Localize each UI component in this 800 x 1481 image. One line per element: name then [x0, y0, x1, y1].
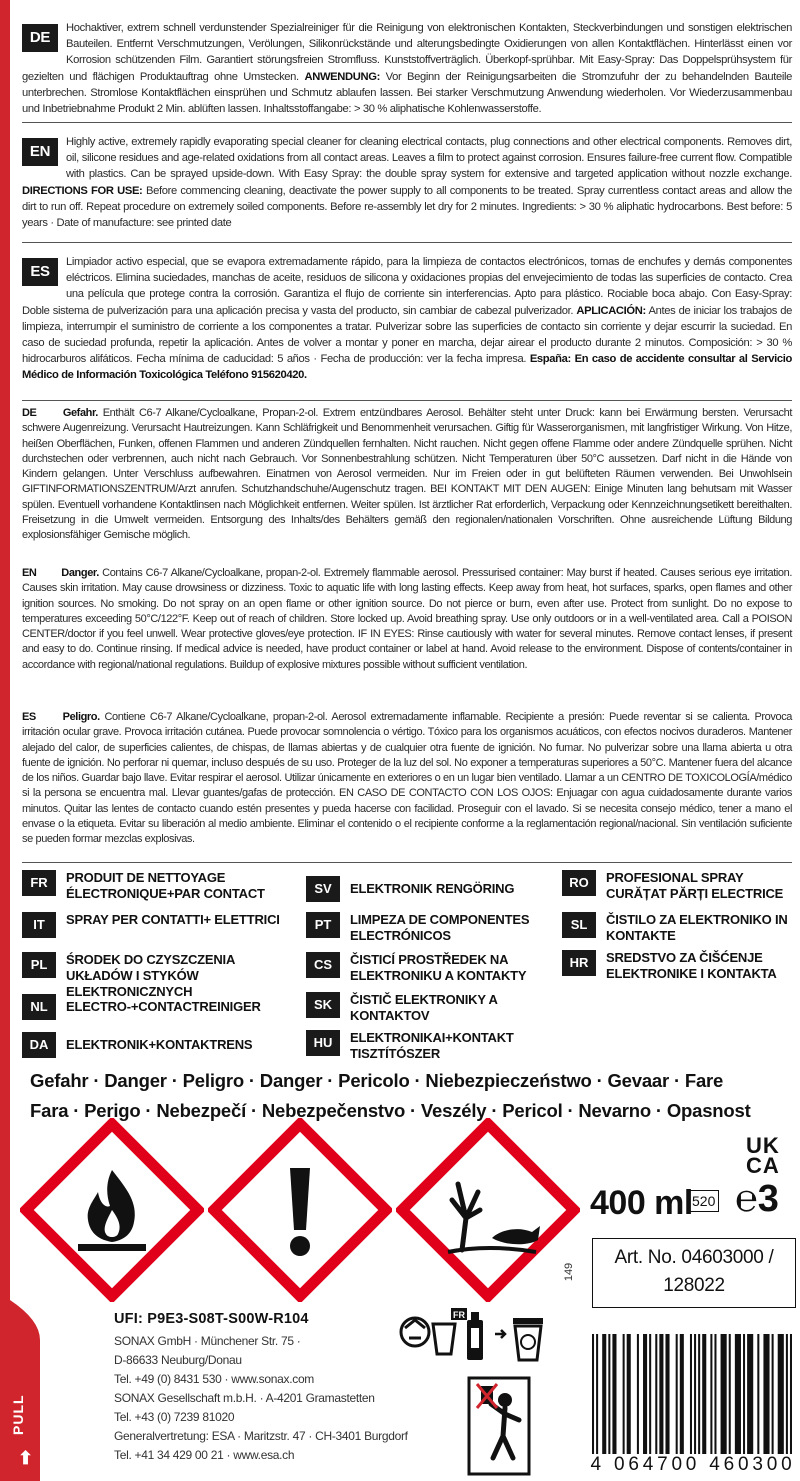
signal-words-line-1: Gefahr · Danger · Peligro · Danger · Pericolo · Niebezpieczeństwo · Gevaar · Fare [30, 1070, 724, 1091]
product-names-grid [22, 868, 792, 1061]
barcode-bar [623, 1334, 625, 1458]
article-number-line-2: 128022 [663, 1275, 725, 1296]
barcode-bar [676, 1334, 678, 1458]
barcode-bar [702, 1334, 706, 1458]
barcode-bar [592, 1334, 594, 1458]
volume: 400 ml [590, 1184, 693, 1222]
ufi-code: UFI: P9E3-S08T-S00W-R104 [114, 1311, 309, 1327]
address-line: Tel. +49 (0) 8431 530 · www.sonax.com [114, 1372, 315, 1386]
barcode-bar [690, 1334, 692, 1458]
hazard-text-es: Contiene C6-7 Alkane/Cycloalkane, propan-2-ol. Aerosol extremadamente inflamable. Recipiente a presión: Puede reventar si se calienta. Provoca irritación ocular grave. Provoca irritación cutánea. Puede provocar somnolencia o vértigo. Tóxico para los organismos acuáticos, con efectos nocivos duraderos. Mantener alejado del calor, de superficies calientes, de chispas, de llamas abiertas y de cualquier otra fuente de ignición. No fumar. No pulverizar sobre una llama abierta u otra fuente de ignición. No perforar ni quemar, incluso después de su uso. Proteger de la luz del sol. No exponer a temperaturas superiores a 50°C. Mantener fuera del alcance de los niños. Guardar bajo llave. Evitar respirar el aerosol. Utilizar únicamente en exteriores o en un lugar bien ventilado. Llamar a un CENTRO DE TOXICOLOGÍA/médico si la persona se encuentra mal. Llevar guantes/gafas de protección. EN CASO DE CONTACTO CON LOS OJOS: Enjuagar con agua cuidadosamente durante varios minutos. Quitar las lentes de contacto cuando estén presentes y pueda hacerse con facilidad. Proseguir con el lavado. Si se necesita consejo médico, tener a mano el envase o la etiqueta. Evitar su liberación al medio ambiente. Eliminar el contenido o el recipiente conforme a la reglamentación regional/nacional. Sin ventilación suficiente se pueden formar mezclas explosivas. [22, 711, 793, 846]
product-name-hu: HU ELEKTRONIKAI+KONTAKT TISZTÍTÓSZER [306, 1030, 546, 1062]
de-text-2: Vor Beginn der Reinigungsarbeiten die Stromzufuhr der zu behandelnden Bauteile unterbrechen. Stromlose Kontaktflächen einsprühen und Schmutz ablaufen lassen. Bei starker Verschmutzung Anwendung wiederholen. Vor Wiederzusammenbau und Inbetriebnahme Produkt 2 Min. ablüften lassen. Inhaltsstoffangabe: > 30 % aliphatische Kohlenwasserstoffe. [22, 70, 793, 116]
svg-text:FR: FR [453, 1310, 465, 1320]
product-name-da: DA ELEKTRONIK+KONTAKTRENS [22, 1032, 292, 1058]
hazard-word-es: Peligro. [62, 711, 100, 723]
barcode-bar [659, 1334, 663, 1458]
divider [22, 862, 792, 863]
barcode-bar [757, 1334, 759, 1458]
en-text-1: Highly active, extremely rapidly evaporating special cleaner for cleaning electrical contacts, plug connections and other electrical components. Removes dirt, oil, silicone residues and age-related oxidations from all contact areas. Leaves a film to protect against corrosion. Ensures failure-free current flow. Compatible with plastics. Can be sprayed upside-down. With Easy Spray: the double spray system for extensive and targeted application without nozzle exchange. [66, 136, 792, 181]
barcode-bar [694, 1334, 696, 1458]
red-edge-strip [0, 0, 10, 1481]
barcode-bar [778, 1334, 784, 1458]
barcode-bar [655, 1334, 657, 1458]
divider [22, 122, 792, 123]
barcode-bar [643, 1334, 647, 1458]
recycling-bin-icon [513, 1318, 543, 1360]
environment-icon [396, 1118, 580, 1302]
hazard-text-de: Enthält C6-7 Alkane/Cycloalkane, Propan-2-ol. Extrem entzündbares Aerosol. Behälter steht unter Druck: kann bei Erwärmung bersten. Verursacht schwere Augenreizung. Verursacht Hautreizungen. Kann Schläfrigkeit und Benommenheit verursachen. Giftig für Wasserorganismen, mit langfristiger Wirkung. Von Hitze, heißen Oberflächen, Funken, offenen Flammen und anderen Zündquellen fernhalten. Nicht rauchen. Nicht gegen offene Flamme oder andere Zündquelle sprühen. Nicht durchstechen oder verbrennen, auch nicht nach Gebrauch. Vor Sonnenbestrahlung schützen. Nicht Temperaturen über 50°C aussetzen. Darf nicht in die Hände von Kindern gelangen. Unter Verschluss aufbewahren. Einatmen von Aerosol vermeiden. Nur im Freien oder in gut belüfteten Räumen verwenden. Bei Unwohlsein GIFTINFORMATIONSZENTRUM/Arzt anrufen. Schutzhandschuhe/Augenschutz tragen. BEI KONTAKT MIT DEN AUGEN: Einige Minuten lang behutsam mit Wasser spülen. Eventuell vorhandene Kontaktlinsen nach Möglichkeit entfernen. Weiter spülen. Ist ärztlicher Rat erforderlich, Verpackung oder Kennzeichnungsetikett bereithalten. Freisetzung in die Umwelt vermeiden. Entsorgung des Inhalts/des Behälters gemäß den regionalen/nationalen Vorschriften. Ohne ausreichende Lüftung Bildung explosionsfähiger Gemische möglich. [22, 407, 793, 542]
barcode-bar [608, 1334, 610, 1458]
aerosol-can-icon [467, 1312, 483, 1360]
barcode-bar [729, 1334, 731, 1458]
side-number: 149 [563, 1262, 576, 1282]
hazard-word-de: Gefahr. [62, 407, 98, 419]
hazard-statement-es [22, 710, 792, 848]
divider [22, 400, 792, 401]
product-name-cs: CS ČISTICÍ PROSTŘEDEK NA ELEKTRONIKU A KONTAKTY [306, 952, 546, 984]
hazard-tag-de: DE [22, 407, 37, 419]
recycle-bin-icon [401, 1318, 455, 1354]
barcode-bar [747, 1334, 753, 1458]
barcode-bar [735, 1334, 741, 1458]
pull-label: PULL [10, 1394, 26, 1435]
barcode-bar [772, 1334, 774, 1458]
barcode-bar [743, 1334, 745, 1458]
de-text-1: Hochaktiver, extrem schnell verdunstender Spezialreiniger für die Reinigung von elektronischen Kontakten, Steckverbindungen und sonstigen elektrischen Bauteilen. Entfernt Verschmutzungen, Verölungen, Silikonrückstände und alterungsbedingte Oxidierungen von allen Kontaktflächen. Hinterlässt einen vor Korrosion schützenden Film. Garantiert störungsfreien Stromfluss. Kunststoffverträglich. Überkopf-sprühbar. Mit Easy-Spray: Das Doppelsprühsystem für gezielten und flächigen Produktauftrag ohne Umstecken. [22, 22, 792, 83]
barcode-number: 4 064700 460300 [590, 1454, 796, 1475]
keep-away-children-icon [469, 1378, 529, 1474]
product-name-ro: RO PROFESIONAL SPRAY CURĂȚAT PĂRȚI ELECTRICE [562, 870, 792, 902]
product-name-pt: PT LIMPEZA DE COMPONENTES ELECTRÓNICOS [306, 912, 546, 944]
description-es [22, 254, 792, 384]
product-name-hr: HR SREDSTVO ZA ČIŠĆENJE ELEKTRONIKE I KONTAKTA [562, 950, 792, 982]
address-line: D-86633 Neuburg/Donau [114, 1353, 242, 1367]
article-number-line-1: Art. No. 04603000 / [614, 1247, 774, 1268]
description-en [22, 134, 792, 231]
description-de [22, 20, 792, 117]
flame-icon [20, 1118, 204, 1302]
lang-badge-de: DE [22, 24, 58, 52]
barcode-bar [680, 1334, 684, 1458]
pull-tab[interactable] [0, 1300, 70, 1481]
hazard-statement-en [22, 566, 792, 673]
barcode-bar [596, 1334, 598, 1458]
barcode-bar [786, 1334, 788, 1458]
barcode-bar [627, 1334, 631, 1458]
address-line: Tel. +41 34 429 00 21 · www.esa.ch [114, 1448, 295, 1462]
article-number-box [592, 1238, 796, 1308]
es-text-1: Limpiador activo especial, que se evapora extremadamente rápido, para la limpieza de contactos electrónicos, tomas de enchufes y demás componentes eléctricos. Elimina suciedades, manchas de aceite, residuos de silicona y oxidaciones propias del envejecimiento de todas las superficies de contacto. Crea una película que protege contra la corrosión. Garantiza el flujo de corriente sin interferencias. Apto para plástico. Rociable boca abajo. Con Easy-Spray: Doble sistema de pulverización para una aplicación precisa y vasta del producto, sin cambiar de cabezal pulverizador. [22, 256, 792, 317]
es-text-2: Antes de iniciar los trabajos de limpieza, interrumpir el suministro de corriente a los componentes a tratar. Pulverizar sobre las superficies de contacto sin corriente y dejar escurrir la suciedad. En caso de suciedad profunda, repetir la aplicación. Antes de volver a montar y poner en marcha, dejar airear el producto durante 2 minutos. Composición: > 30 % hidrocarburos alifáticos. Fecha mínima de caducidad: 5 años · Fecha de producción: ver la fecha impresa. [22, 304, 793, 366]
barcode-bar [790, 1334, 792, 1458]
barcode [588, 1334, 796, 1474]
hazard-word-en: Danger. [61, 567, 99, 579]
barcode-bar [649, 1334, 651, 1458]
lang-badge-en: EN [22, 138, 58, 166]
product-name-pl: PL ŚRODEK DO CZYSZCZENIA UKŁADÓW I STYKÓW ELEKTRONICZNYCH [22, 952, 302, 1000]
hazard-statement-de [22, 406, 792, 544]
product-name-sv: SV ELEKTRONIK RENGÖRING [306, 876, 546, 902]
hazard-tag-es: ES [22, 711, 36, 723]
en-text-2: Before commencing cleaning, deactivate the power supply to all components to be treated. Spray currentless contact areas and allow the dirt to run off. Repeat procedure on extremely soiled components. Before re-assembly let dry for 2 minutes. Ingredients: > 30 % aliphatic hydrocarbons. Best before: 5 years · Date of manufacture: see printed date [22, 184, 793, 230]
barcode-bar [698, 1334, 700, 1458]
hazard-text-en: Contains C6-7 Alkane/Cycloalkane, propan-2-ol. Extremely flammable aerosol. Pressurised container: May burst if heated. Causes serious eye irritation. Causes skin irritation. May cause drowsiness or dizziness. Toxic to aquatic life with long lasting effects. Keep away from heat, hot surfaces, sparks, open flames and other ignition sources. No smoking. Do not spray on an open flame or other ignition source. Do not pierce or burn, even after use. Protect from sunlight. Do no expose to temperatures exceeding 50°C/122°F. Keep out of reach of children. Store locked up. Avoid breathing spray. Use only outdoors or in a well-ventilated area. Call a POISON CENTER/doctor if you feel unwell. Wear protective gloves/eye protection. IF IN EYES: Rinse cautiously with water for several minutes. Remove contact lenses, if present and easy to do. Continue rinsing. If medical advice is needed, have product container or label at hand. Avoid release to the environment. Dispose of contents/container in accordance with regional/national regulations. Buildup of explosive mixtures possible without sufficient ventilation. [22, 567, 793, 671]
barcode-bar [637, 1334, 639, 1458]
disposal-icons [395, 1308, 570, 1478]
signal-words-line-2: Fara · Perigo · Nebezpečí · Nebezpečenstvo · Veszély · Pericol · Nevarno · Opasnost [30, 1100, 751, 1121]
barcode-bar [763, 1334, 769, 1458]
product-name-sl: SL ČISTILO ZA ELEKTRONIKO IN KONTAKTE [562, 912, 792, 944]
exclamation-icon [208, 1118, 392, 1302]
en-heading: DIRECTIONS FOR USE: [22, 184, 143, 197]
estimated-mark: ℮3 [735, 1178, 779, 1220]
de-heading: ANWENDUNG: [304, 70, 380, 83]
product-name-sk: SK ČISTIČ ELEKTRONIKY A KONTAKTOV [306, 992, 546, 1024]
barcode-bar [612, 1334, 616, 1458]
address-line: SONAX GmbH · Münchener Str. 75 · [114, 1334, 301, 1348]
es-emergency-text: España: En caso de accidente consultar al Servicio Médico de Información Toxicológica Teléfono 915620420. [22, 353, 792, 382]
product-name-it: IT SPRAY PER CONTATTI+ ELETTRICI [22, 912, 292, 938]
product-name-fr: FR PRODUIT DE NETTOYAGE ÉLECTRONIQUE+PAR CONTACT [22, 870, 292, 902]
barcode-bar [602, 1334, 606, 1458]
barcode-bar [710, 1334, 712, 1458]
address-line: SONAX Gesellschaft m.b.H. · A-4201 Gramastetten [114, 1391, 375, 1405]
product-name-nl: NL ELECTRO-+CONTACTREINIGER [22, 994, 292, 1020]
volume-code: 520 [688, 1190, 719, 1212]
es-heading: APLICACIÓN: [576, 304, 646, 317]
barcode-bar [714, 1334, 716, 1458]
address-line: Generalvertretung: ESA · Maritzstr. 47 · CH-3401 Burgdorf [114, 1429, 408, 1443]
address-line: Tel. +43 (0) 7239 81020 [114, 1410, 235, 1424]
lang-badge-es: ES [22, 258, 58, 286]
ukca-mark: UK CA [746, 1133, 780, 1178]
barcode-bar [665, 1334, 669, 1458]
divider [22, 242, 792, 243]
arrow-icon [495, 1330, 505, 1338]
pull-arrow-icon: ⬆ [18, 1448, 34, 1468]
barcode-bar [721, 1334, 727, 1458]
hazard-tag-en: EN [22, 567, 37, 579]
